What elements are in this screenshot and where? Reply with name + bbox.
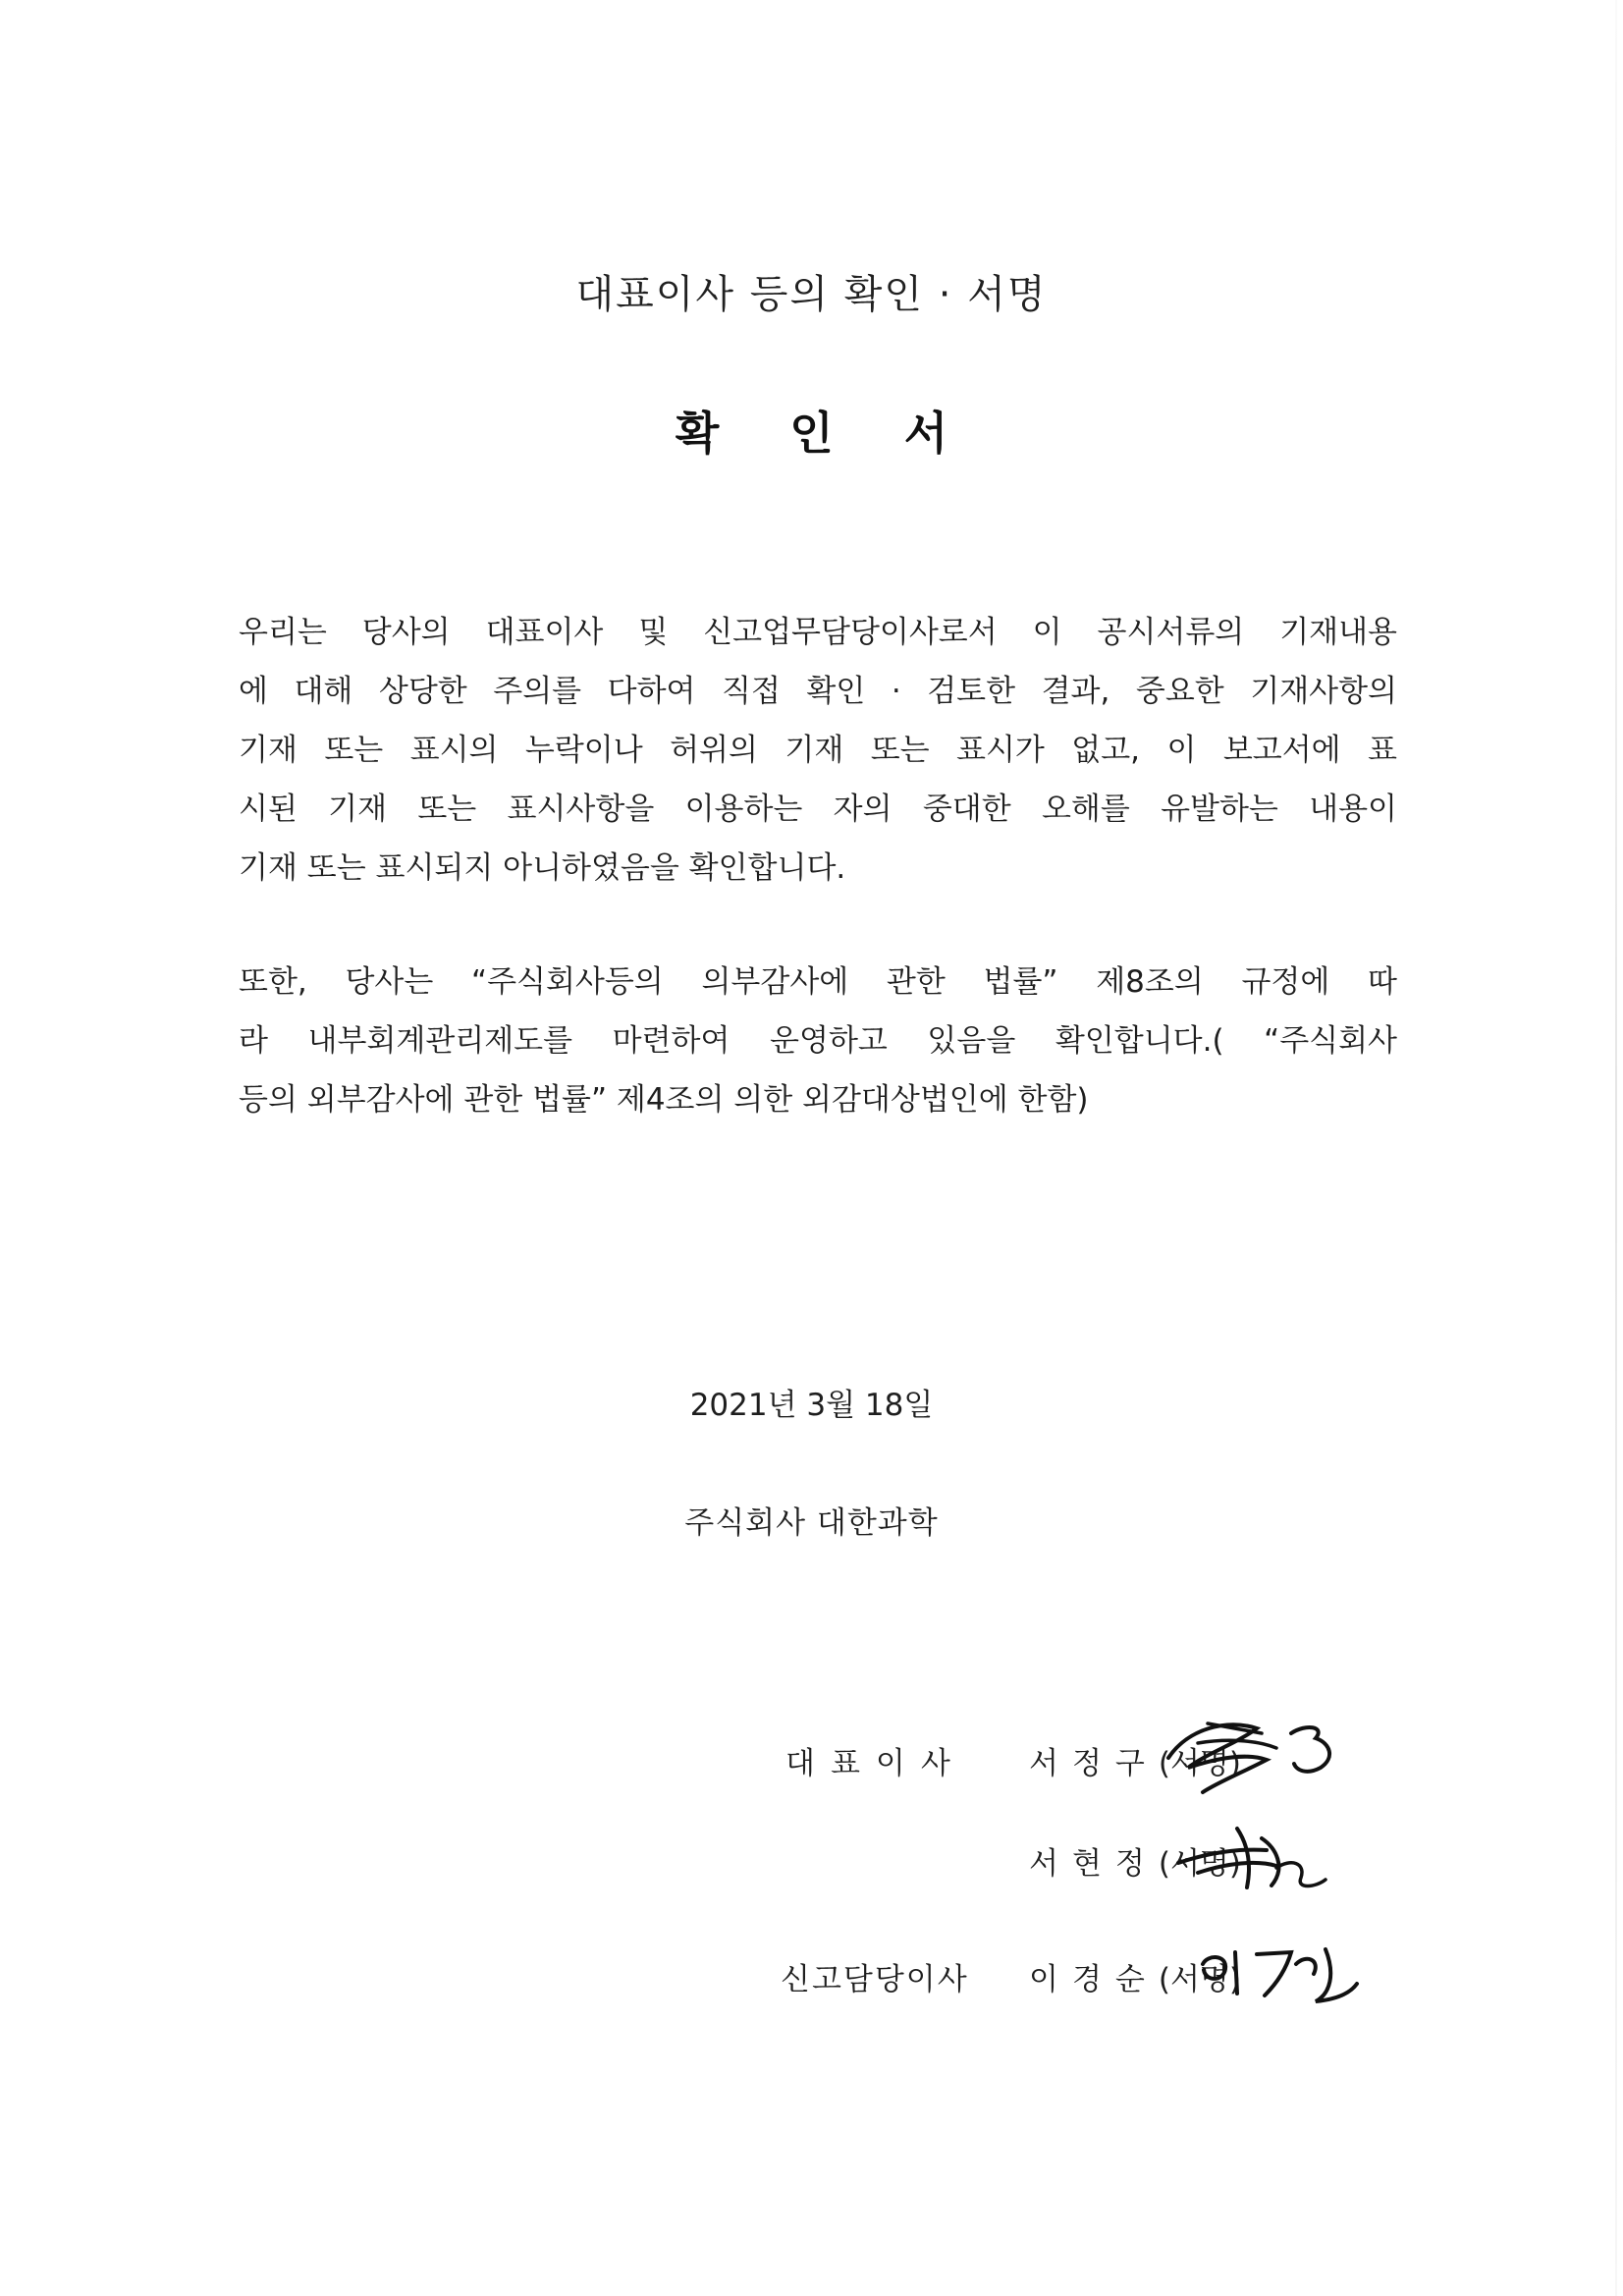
handwritten-signature-icon	[1188, 1925, 1365, 2023]
handwritten-signature-icon	[1168, 1809, 1345, 1907]
paragraph-line: 기재 또는 표시되지 아니하였음을 확인합니다.	[239, 850, 846, 886]
signature-placeholder: (서명)	[1158, 1962, 1241, 1997]
signature-placeholder: (서명)	[1158, 1846, 1241, 1882]
document-subheading: 확 인 서	[675, 407, 976, 460]
paragraph-line: 라 내부회계관리제도를 마련하여 운영하고 있음을 확인합니다.( “주식회사	[239, 1023, 1397, 1059]
paragraph-line: 또한, 당사는 “주식회사등의 의부감사에 관한 법률” 제8조의 규정에 따	[239, 964, 1397, 1000]
confirmation-paragraph-1	[239, 603, 1397, 898]
paragraph-line: 우리는 당사의 대표이사 및 신고업무담당이사로서 이 공시서류의 기재내용	[239, 615, 1397, 650]
paragraph-line: 시된 기재 또는 표시사항을 이용하는 자의 중대한 오해를 유발하는 내용이	[239, 792, 1397, 827]
paragraph-line: 에 대해 상당한 주의를 다하여 직접 확인 · 검토한 결과, 중요한 기재사항의	[239, 674, 1397, 709]
paragraph-line: 등의 외부감사에 관한 법률” 제4조의 의한 외감대상법인에 한함)	[239, 1082, 1089, 1118]
signatory-name: 서정구	[1029, 1746, 1159, 1781]
document-heading: 대표이사 등의 확인 · 서명	[575, 272, 1048, 317]
signatory-title: 대표이사	[785, 1746, 966, 1781]
paragraph-line: 기재 또는 표시의 누락이나 허위의 기재 또는 표시가 없고, 이 보고서에 표	[239, 733, 1397, 768]
confirmation-paragraph-2	[239, 953, 1397, 1129]
company-name: 주식회사 대한과학	[684, 1505, 939, 1541]
signature-placeholder: (서명)	[1158, 1746, 1241, 1781]
signatory-title: 신고담당이사	[781, 1962, 969, 1997]
scan-edge-shadow	[1615, 0, 1617, 2296]
document-date: 2021년 3월 18일	[689, 1388, 934, 1423]
handwritten-signature-icon	[1149, 1699, 1365, 1807]
signatory-name: 이경순	[1029, 1962, 1159, 1997]
signatory-name: 서현정	[1029, 1846, 1159, 1882]
